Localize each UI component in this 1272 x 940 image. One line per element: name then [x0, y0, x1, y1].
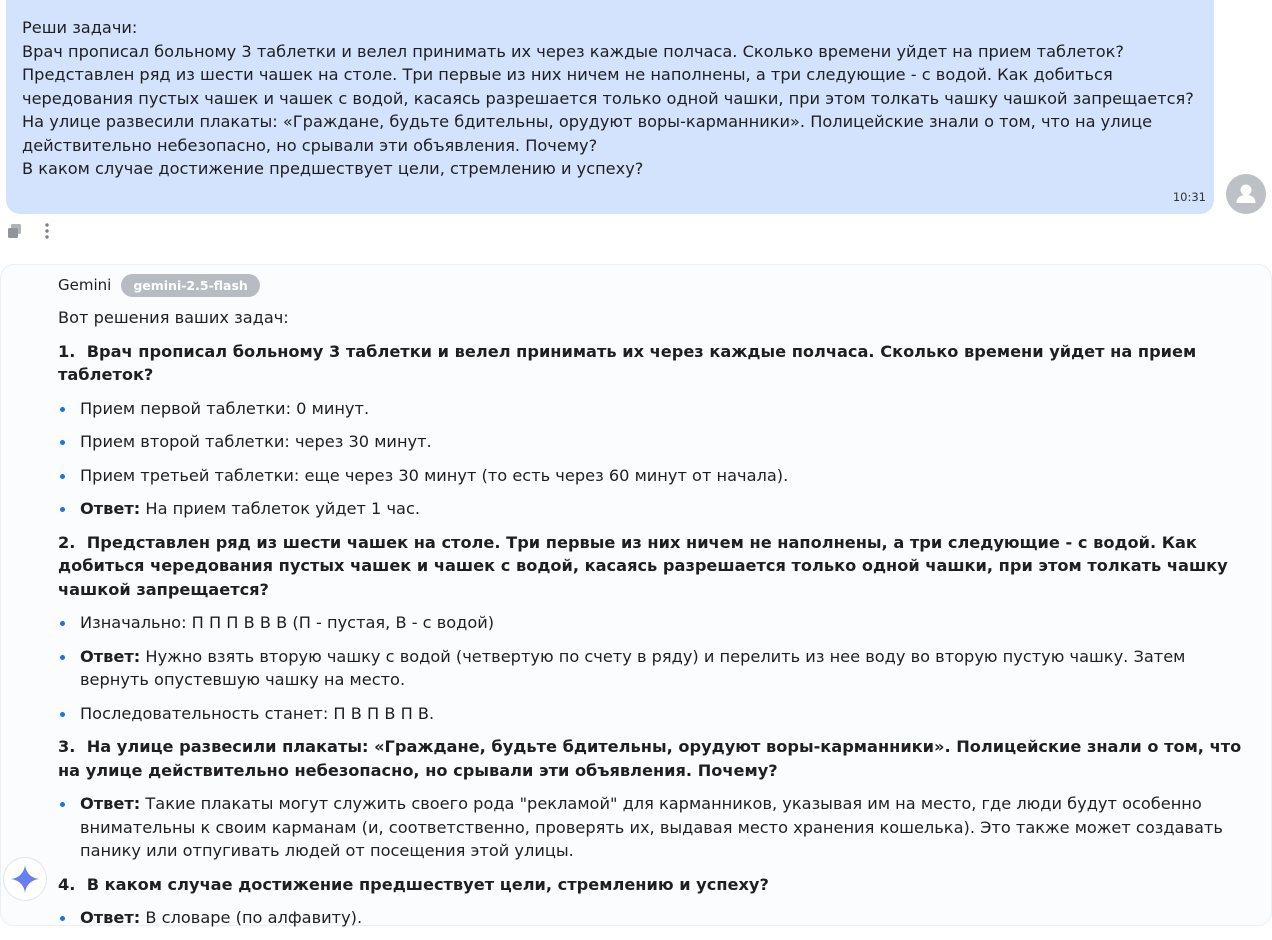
question-text: На улице развесили плакаты: «Граждане, будьте бдительны, орудуют воры-карманники». Полицейские знали о том, что на улице действительно небезопасно, но срывали эти объявления. Почему?: [58, 737, 1242, 780]
answer-text: Нужно взять вторую чашку с водой (четвертую по счету в ряду) и перелить из нее воду во вторую пустую чашку. Затем вернуть опустевшую чашку на место.: [80, 646, 1186, 689]
question-heading: [58, 340, 1258, 387]
list-item: Прием первой таблетки: 0 минут.: [58, 397, 1258, 421]
copy-icon[interactable]: [6, 222, 24, 240]
user-message-line: Врач прописал больному 3 таблетки и велел принимать их через каждые полчаса. Сколько времени уйдет на прием таблеток?: [22, 41, 1124, 61]
question-text: В каком случае достижение предшествует цели, стремлению и успеху?: [86, 874, 769, 894]
response-intro: Вот решения ваших задач:: [58, 308, 289, 327]
response-content: [58, 306, 1258, 940]
list-item: Прием второй таблетки: через 30 минут.: [58, 430, 1258, 454]
question-number: 2.: [58, 532, 76, 552]
question-heading: [58, 735, 1258, 782]
model-name: Gemini: [58, 276, 112, 294]
question-text: Представлен ряд из шести чашек на столе. Три первые из них ничем не наполнены, а три следующие - с водой. Как добиться чередования пустых чашек и чашек с водой, касаясь разрешается только одной чашки, при этом толкать чашку чашкой запрещается?: [58, 532, 1228, 599]
model-badge: gemini-2.5-flash: [121, 274, 259, 297]
message-timestamp: 10:31: [1172, 190, 1206, 204]
answer-text: Такие плакаты могут служить своего рода "рекламой" для карманников, указывая им на место, где люди будут особенно внимательны к своим карманам (и, соответственно, проверять их, выдавая место хранения кошелька). Это также может создавать панику или отпугивать людей от посещения этой улицы.: [80, 794, 1223, 860]
answer-text: В словаре (по алфавиту).: [145, 908, 363, 927]
answer-item: [58, 645, 1258, 692]
question-heading: [58, 531, 1258, 602]
user-message-line: В каком случае достижение предшествует цели, стремлению и успеху?: [22, 159, 644, 178]
answer-text: На прием таблеток уйдет 1 час.: [145, 499, 421, 518]
answer-label: Ответ:: [80, 499, 141, 518]
response-header: [58, 272, 260, 298]
answer-label: Ответ:: [80, 794, 141, 813]
user-message-line: Представлен ряд из шести чашек на столе. Три первые из них ничем не наполнены, а три следующие - с водой. Как добиться: [22, 65, 1113, 84]
user-message-line: Реши задачи:: [22, 18, 138, 37]
user-message-line: На улице развесили плакаты: «Граждане, будьте бдительны, орудуют воры-карманники». Полицейские знали о том, что на улице: [22, 112, 1153, 131]
gemini-sparkle-icon: [4, 858, 46, 900]
answer-item: [58, 792, 1258, 863]
answer-label: Ответ:: [80, 908, 141, 927]
answer-item: [58, 906, 1258, 930]
answer-label: Ответ:: [80, 646, 141, 666]
question-number: 4.: [58, 874, 76, 894]
question-text: Врач прописал больному 3 таблетки и велел принимать их через каждые полчаса. Сколько времени уйдет на прием таблеток?: [58, 341, 1197, 384]
user-message-line: чередования пустых чашек и чашек с водой, касаясь разрешается только одной чашки, при этом толкать чашку чашкой запрещается?: [22, 88, 1194, 108]
user-message-bubble: [6, 0, 1214, 214]
list-item: Прием третьей таблетки: еще через 30 минут (то есть через 60 минут от начала).: [58, 464, 1258, 488]
user-message-line: действительно небезопасно, но срывали эти объявления. Почему?: [22, 135, 598, 155]
more-vertical-icon[interactable]: [38, 222, 56, 240]
question-heading: [58, 873, 1258, 897]
user-avatar-icon[interactable]: [1226, 174, 1266, 214]
list-item: Изначально: П П П В В В (П - пустая, В - с водой): [58, 611, 1258, 635]
question-number: 1.: [58, 341, 76, 361]
question-number: 3.: [58, 737, 76, 756]
list-item: Последовательность станет: П В П В П В.: [58, 702, 1258, 726]
answer-item: [58, 497, 1258, 521]
